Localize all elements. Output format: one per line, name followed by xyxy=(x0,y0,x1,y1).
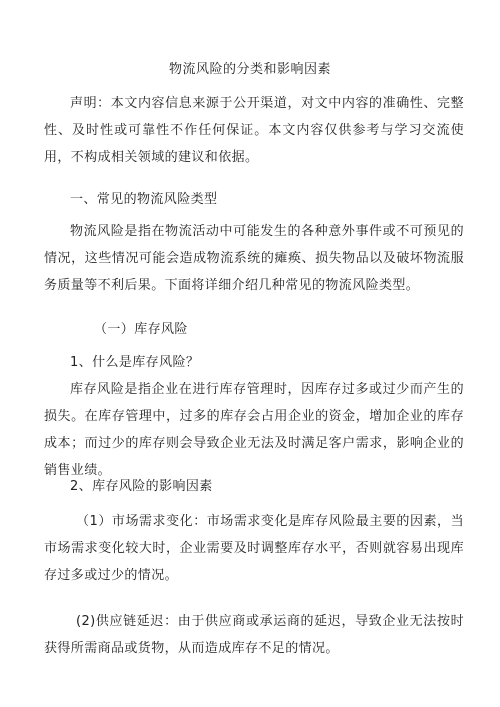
factor-paragraph: （1）市场需求变化：市场需求变化是库存风险最主要的因素，当市场需求变化较大时，企业需要及时调整库存水平，否则就容易出现库存过多或过少的情况。 xyxy=(44,514,464,583)
question-heading: 1、什么是库存风险？ xyxy=(70,355,200,370)
disclaimer-paragraph: 声明：本文内容信息来源于公开渠道，对文中内容的准确性、完整性、及时性或可靠性不作任何保证。本文内容仅供参考与学习交流使用，不构成相关领域的建议和依据。 xyxy=(44,96,464,165)
factor-paragraph: (2)供应链延迟：由于供应商或承运商的延迟，导致企业无法按时获得所需商品或货物，从而造成库存不足的情况。 xyxy=(44,614,464,656)
document-title: 物流风险的分类和影响因素 xyxy=(168,62,331,77)
factors-heading: 2、库存风险的影响因素 xyxy=(70,479,213,494)
section-intro-paragraph: 物流风险是指在物流活动中可能发生的各种意外事件或不可预见的情况，这些情况可能会造成物流系统的瘫痪、损失物品以及破坏物流服务质量等不利后果。下面将详细介绍几种常见的物流风险类型。 xyxy=(44,224,464,293)
inventory-risk-paragraph: 库存风险是指企业在进行库存管理时，因库存过多或过少而产生的损失。在库存管理中，过多的库存会占用企业的资金，增加企业的库存成本；而过少的库存则会导致企业无法及时满足客户需求，影响企业的销售业绩。 xyxy=(44,382,464,478)
subsection-heading: （一）库存风险 xyxy=(94,322,188,337)
section-heading: 一、常见的物流风险类型 xyxy=(70,192,218,207)
